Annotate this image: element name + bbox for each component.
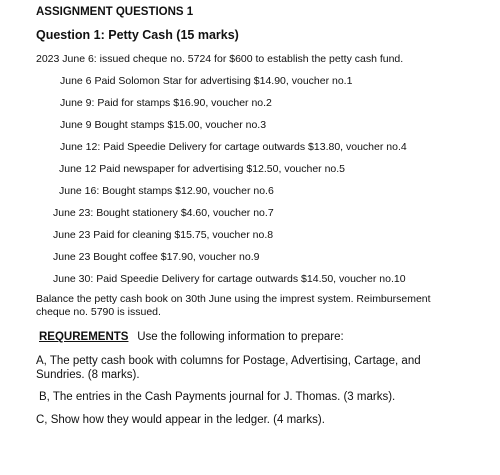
requirements-label: REQUREMENTS	[39, 331, 129, 343]
assignment-heading: ASSIGNMENT QUESTIONS 1	[36, 6, 194, 18]
requirements-header	[39, 331, 344, 344]
transaction-item: June 6 Paid Solomon Star for advertising $14.90, voucher no.1	[60, 75, 353, 87]
requirement-item: B, The entries in the Cash Payments journal for J. Thomas. (3 marks).	[39, 391, 396, 403]
requirements-intro: Use the following information to prepare:	[137, 331, 344, 343]
question-title: Question 1: Petty Cash (15 marks)	[36, 28, 239, 42]
transaction-item: June 23: Bought stationery $4.60, voucher no.7	[53, 207, 274, 219]
transaction-item: June 12 Paid newspaper for advertising $12.50, voucher no.5	[59, 163, 346, 175]
transaction-item: 2023 June 6: issued cheque no. 5724 for $600 to establish the petty cash fund.	[36, 53, 404, 65]
transaction-item: June 16: Bought stamps $12.90, voucher no.6	[59, 185, 274, 197]
requirement-item: A, The petty cash book with columns for Postage, Advertising, Cartage, and Sundries. (8 marks).	[36, 355, 421, 381]
transaction-item: June 23 Bought coffee $17.90, voucher no.9	[53, 251, 260, 263]
requirement-item: C, Show how they would appear in the ledger. (4 marks).	[36, 414, 325, 426]
transaction-item: June 30: Paid Speedie Delivery for cartage outwards $14.50, voucher no.10	[53, 273, 406, 285]
balance-instruction: Balance the petty cash book on 30th June using the imprest system. Reimbursement cheque no. 5790 is issued.	[36, 293, 431, 318]
transaction-item: June 9 Bought stamps $15.00, voucher no.3	[60, 119, 267, 131]
transaction-item: June 12: Paid Speedie Delivery for cartage outwards $13.80, voucher no.4	[60, 141, 407, 153]
transaction-item: June 9: Paid for stamps $16.90, voucher no.2	[60, 97, 272, 109]
transaction-item: June 23 Paid for cleaning $15.75, voucher no.8	[53, 229, 274, 241]
